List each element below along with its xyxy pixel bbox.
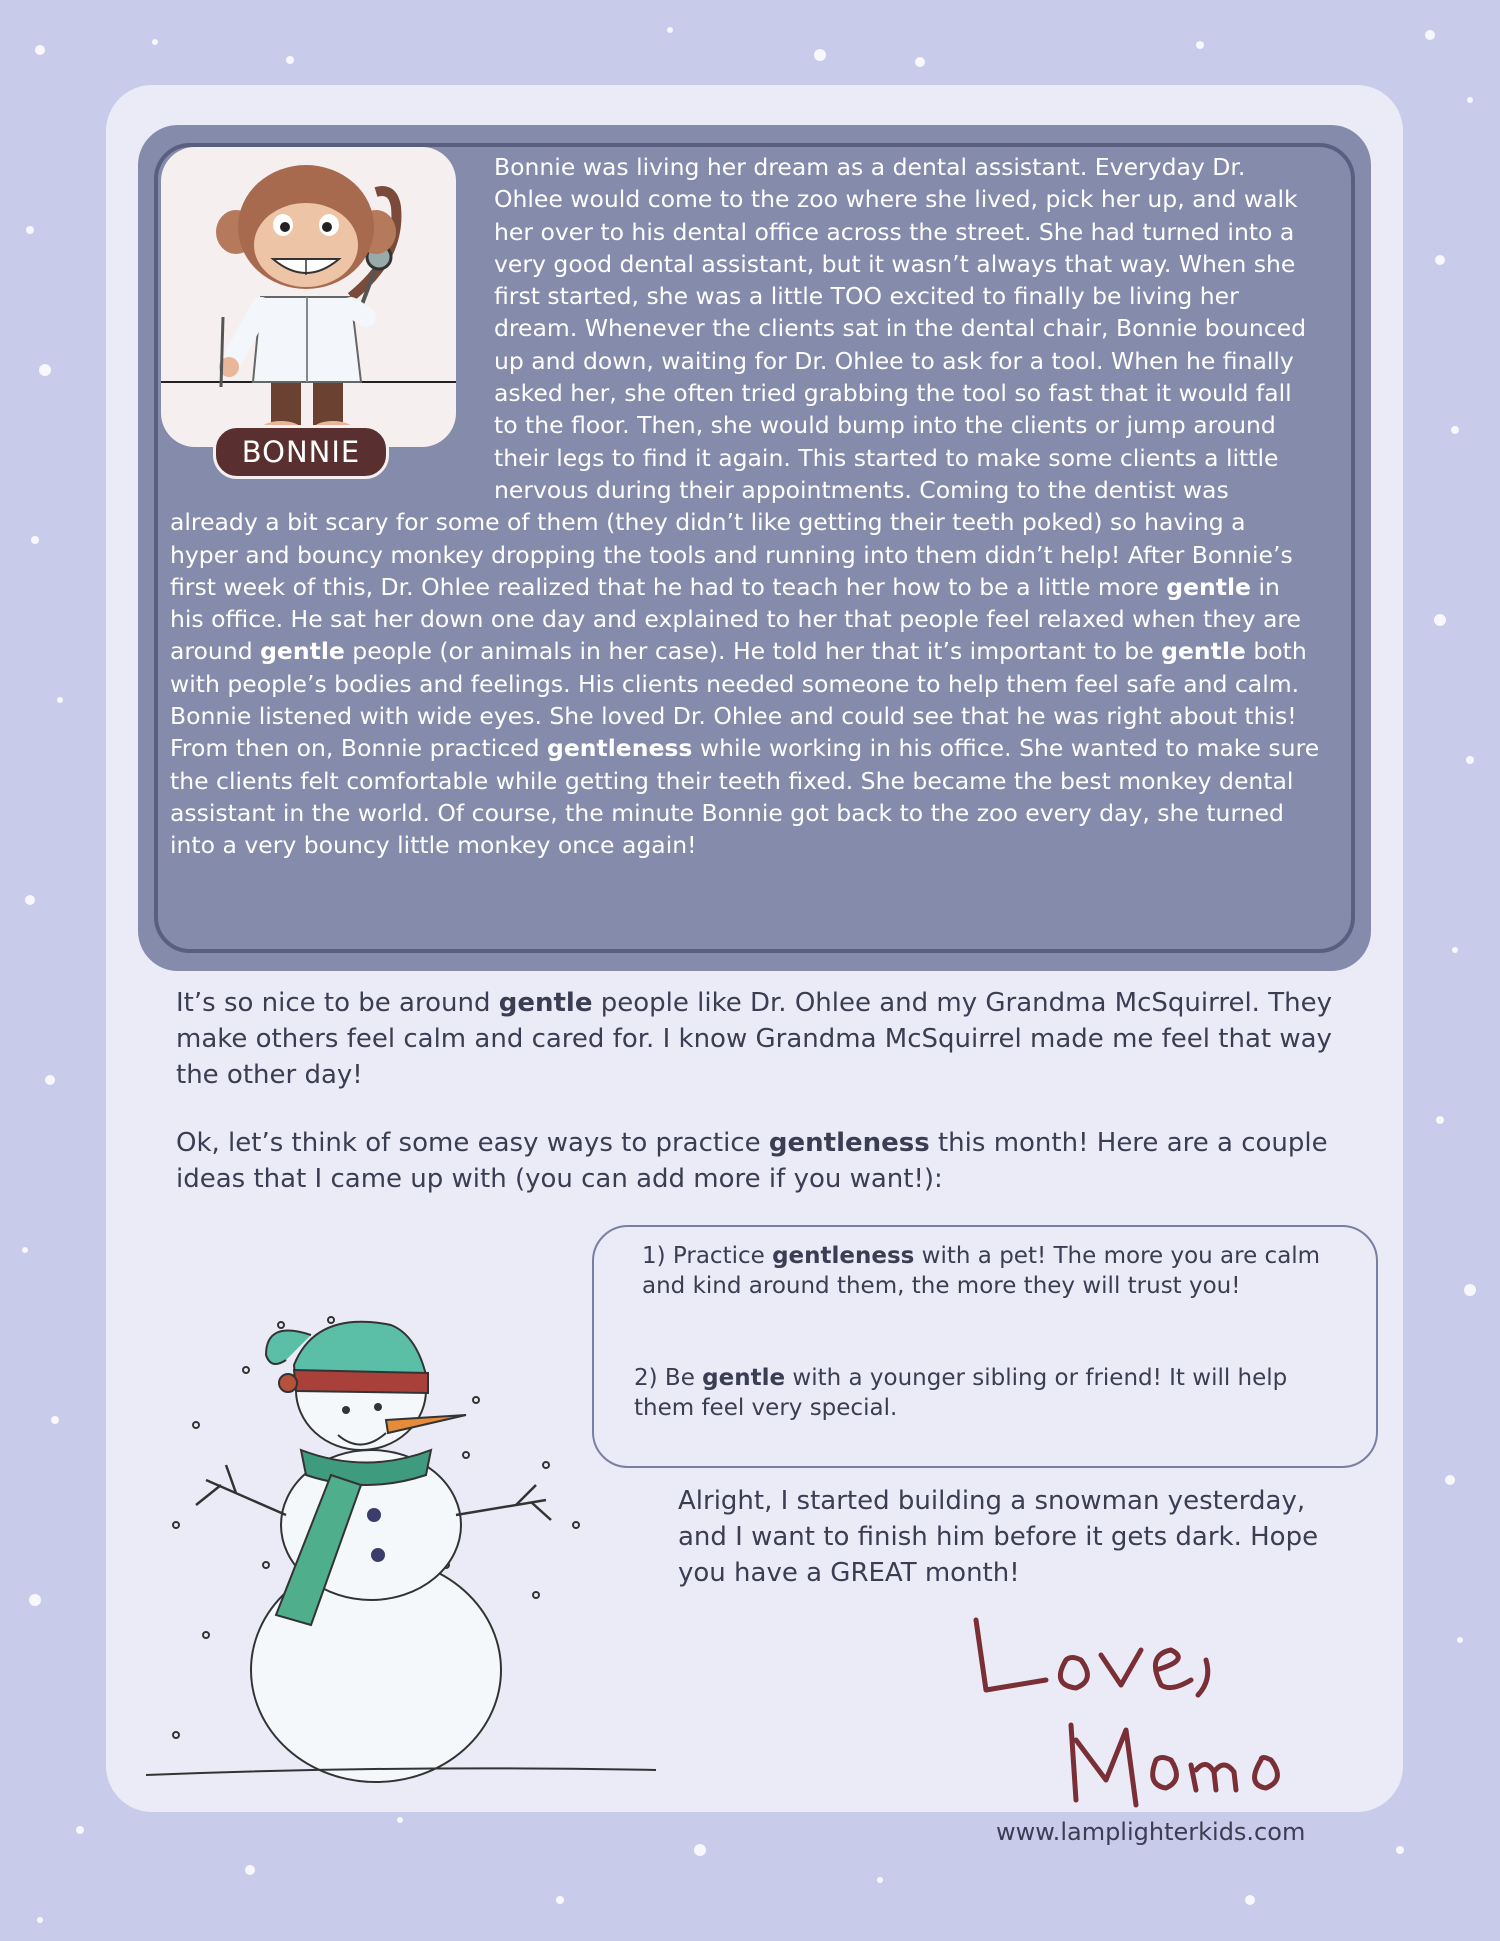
text-run: It’s so nice to be around xyxy=(176,988,499,1018)
emphasis-word: gentleness xyxy=(547,734,693,763)
story-box xyxy=(138,125,1371,971)
portrait-spacer xyxy=(170,151,480,506)
handwritten-signature xyxy=(956,1600,1336,1820)
story-paragraph xyxy=(170,151,1320,862)
character-name-badge: BONNIE xyxy=(213,425,389,479)
text-run: people (or animals in her case). He told her that it’s important to be xyxy=(344,637,1162,666)
ideas-box xyxy=(592,1225,1378,1468)
text-run: with a pet! The more you are calm and kind around them, the more they will trust you! xyxy=(642,1243,1321,1299)
text-run: Ok, let’s think of some easy ways to practice xyxy=(176,1128,769,1158)
footer-url: www.lamplighterkids.com xyxy=(996,1818,1306,1846)
emphasis-word: gentle xyxy=(1166,572,1251,601)
letter-card xyxy=(106,85,1403,1812)
emphasis-word: gentle xyxy=(702,1365,786,1391)
emphasis-word: gentle xyxy=(260,637,345,666)
body-paragraph-1 xyxy=(176,985,1346,1093)
emphasis-word: gentle xyxy=(498,988,593,1018)
closing-paragraph: Alright, I started building a snowman yesterday, and I want to finish him before it gets dark. Hope you have a GREAT month! xyxy=(678,1486,1319,1588)
text-run: this month! Here are a couple ideas that I came up with (you can add more if you want!): xyxy=(176,1128,1328,1194)
idea-1 xyxy=(642,1241,1342,1301)
emphasis-word: gentle xyxy=(1161,637,1246,666)
text-run: while working in his office. She wanted to make sure the clients felt comfortable while getting their teeth fixed. She became the best monkey dental assistant in the world. Of course, the minute Bonnie got back to the zoo every day, she turned into a very bouncy little monkey once again! xyxy=(170,734,1320,860)
text-run: with a younger sibling or friend! It will help them feel very special. xyxy=(634,1365,1288,1421)
emphasis-word: gentleness xyxy=(768,1128,930,1158)
idea-2 xyxy=(634,1363,1344,1423)
text-run: Bonnie was living her dream as a dental assistant. Everyday Dr. Ohlee would come to the zoo where she lived, pick her up, and walk her over to his dental office across the street. She had turned into a very good dental assistant, but it wasn’t always that way. When she first started, she was a little TOO excited to finally be living her dream. Whenever the clients sat in the dental chair, Bonnie bounced up and down, waiting for Dr. Ohlee to ask for a tool. When he finally asked her, she often tried grabbing the tool so fast that it would fall to the floor. Then, she would bump into the clients or jump around their legs to find it again. This started to make some clients a little nervous during their appointments. Coming to the dentist was already a bit scary for some of them (they didn’t like getting their teeth poked) so having a hyper and bouncy monkey dropping the tools and running into them didn’t help! After Bonnie’s first week of this, Dr. Ohlee realized that he had to teach her how to be a little more xyxy=(170,153,1307,601)
body-paragraph-2 xyxy=(176,1125,1346,1197)
text-run: people like Dr. Ohlee and my Grandma McSquirrel. They make others feel calm and cared for. I know Grandma McSquirrel made me feel that way the other day! xyxy=(176,988,1332,1090)
text-run: in his office. He sat her down one day and explained to her that people feel relaxed when they are around xyxy=(170,572,1301,666)
text-run: 2) Be xyxy=(634,1365,703,1391)
emphasis-word: gentleness xyxy=(772,1243,915,1269)
text-run: both with people’s bodies and feelings. His clients needed someone to help them feel safe and calm. Bonnie listened with wide eyes. She loved Dr. Ohlee and could see that he was right about this! From then on, Bonnie practiced xyxy=(170,637,1307,763)
snowman-illustration xyxy=(146,1315,666,1795)
text-run: 1) Practice xyxy=(642,1243,773,1269)
